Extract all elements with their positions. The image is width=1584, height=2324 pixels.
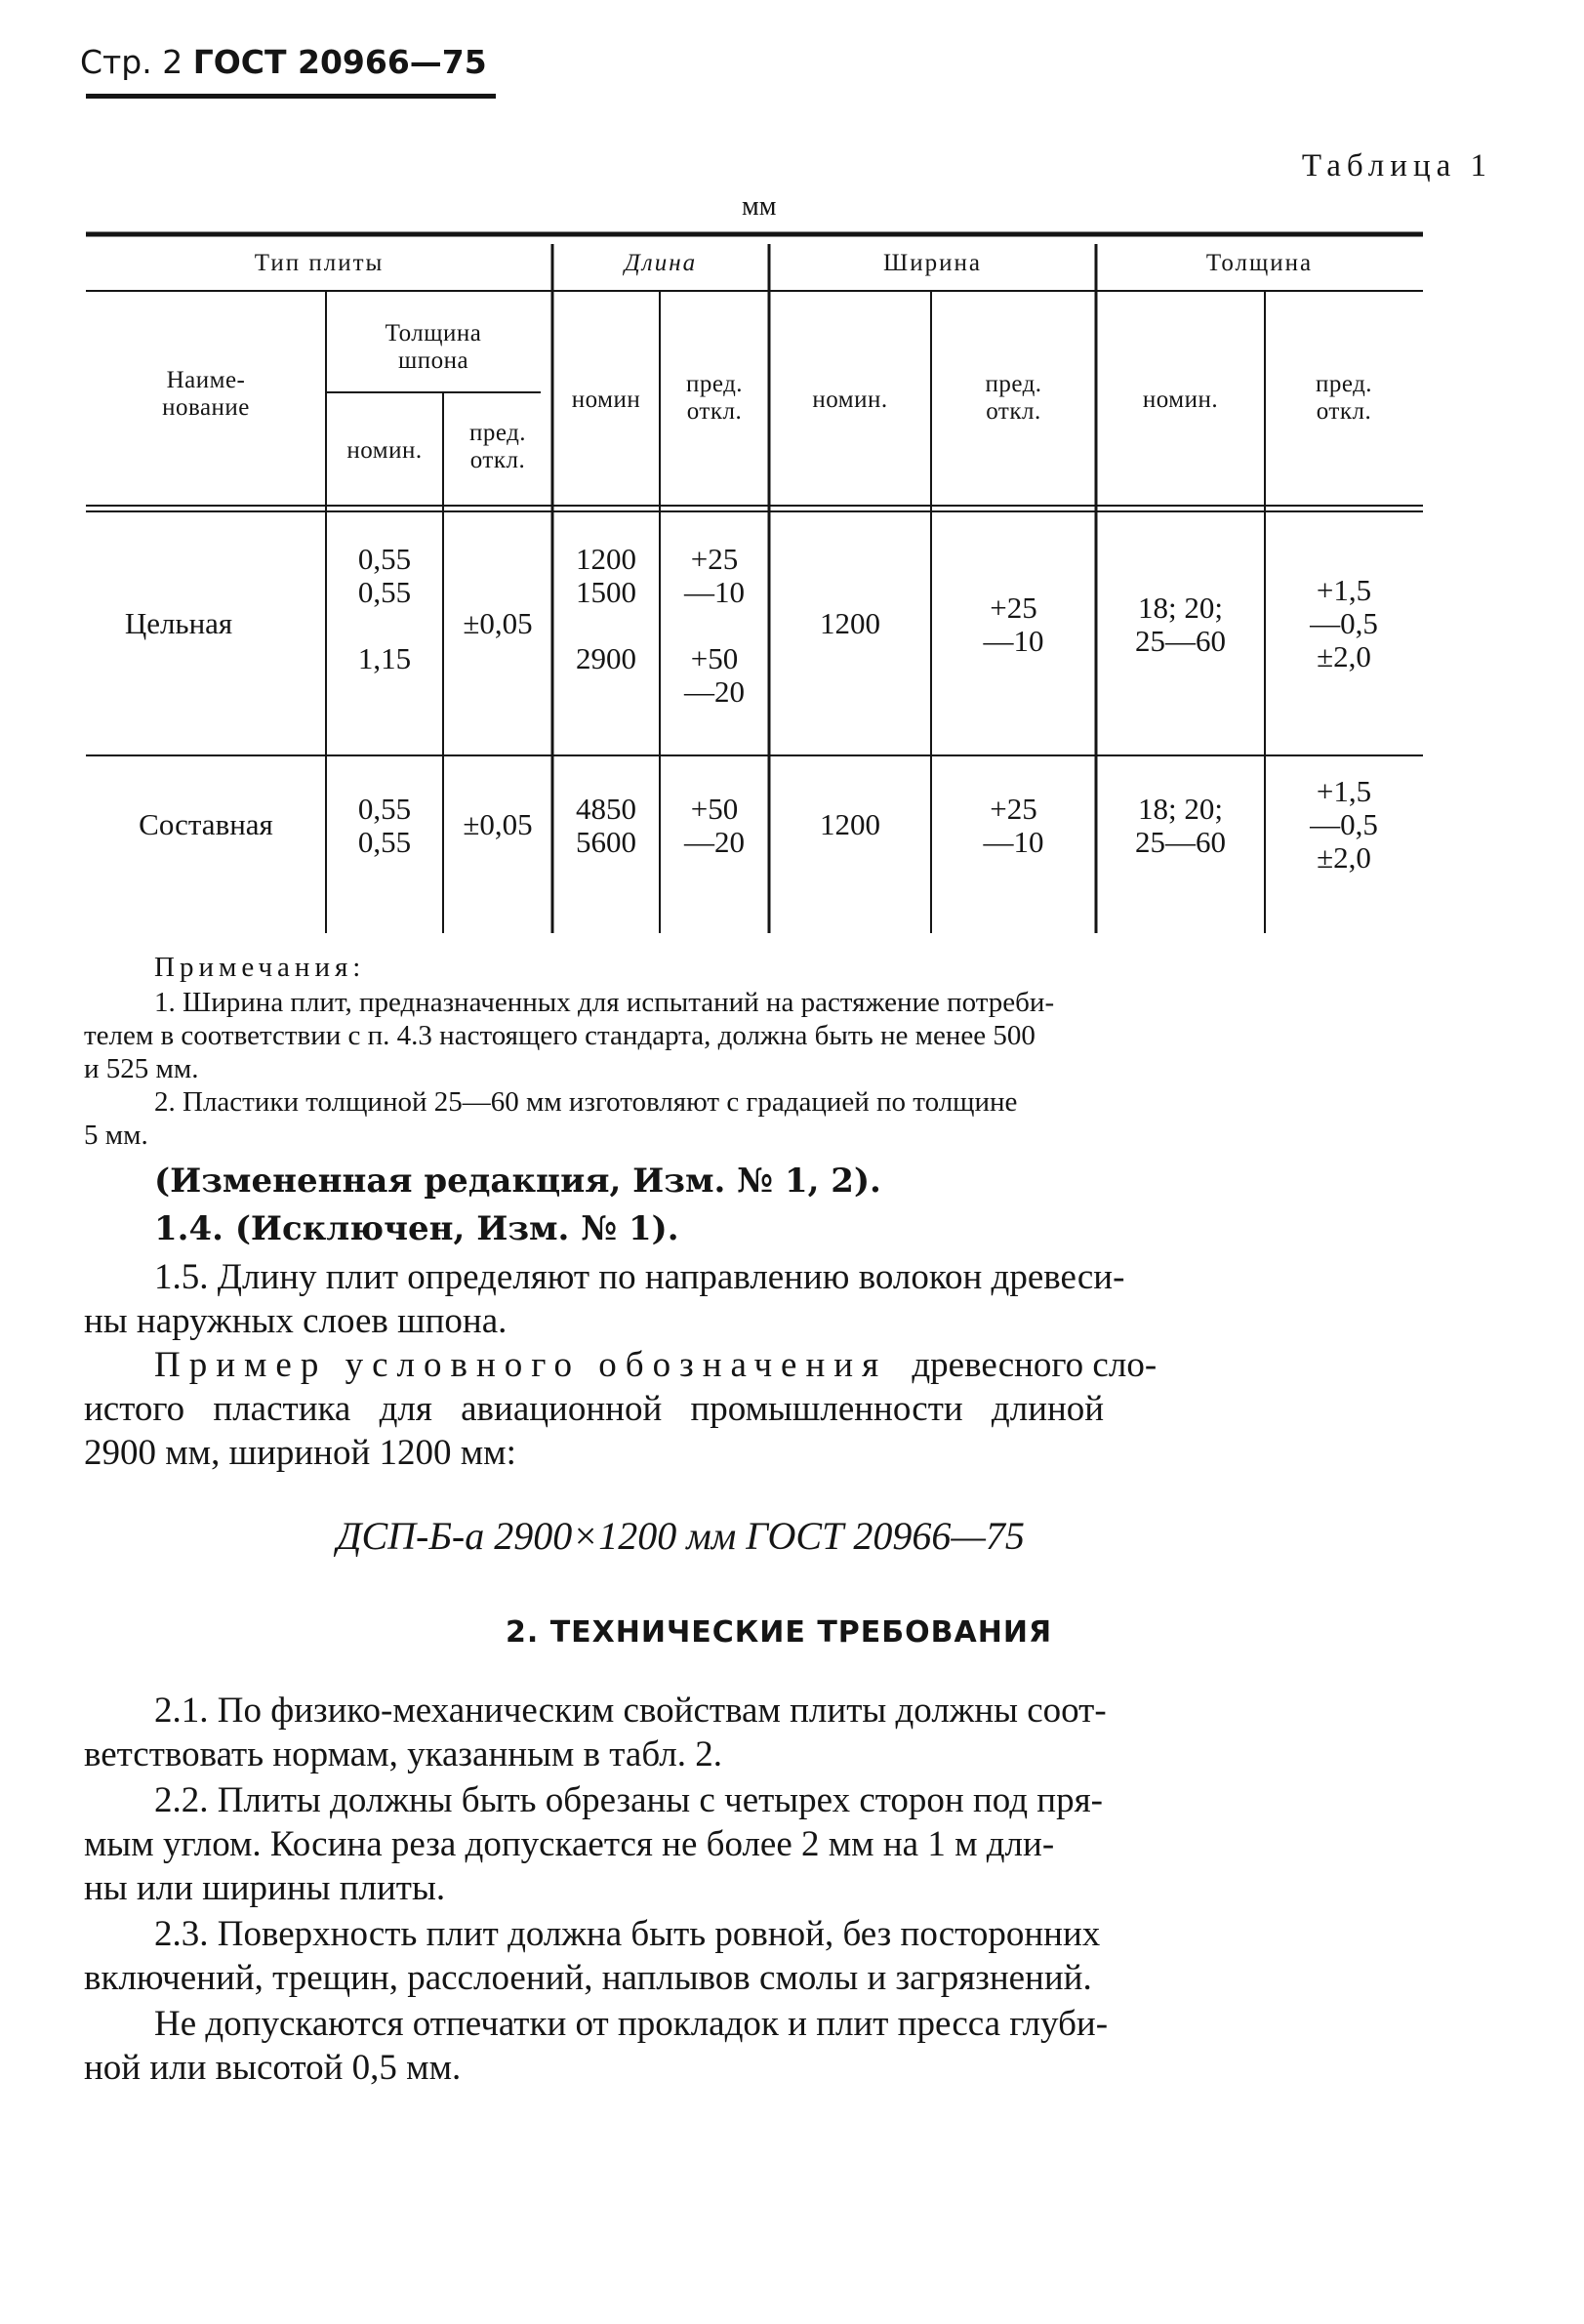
row2-veneer-nominal-1: 0,55 — [357, 792, 412, 826]
clause-2-3-line-1: 2.3. Поверхность плит должна быть ровной, без посторонних — [154, 1914, 1101, 1954]
header-thickness-nominal: номин. — [1142, 387, 1219, 413]
header-name-text: Наиме-нование — [162, 367, 250, 421]
row1-width-nominal: 1200 — [820, 606, 880, 640]
header-veneer-deviation — [443, 420, 552, 474]
header-veneer-thickness — [326, 320, 541, 375]
row1-thick-dev-1: +1,5 — [1316, 573, 1372, 607]
row2-length-dev-2: —20 — [684, 825, 745, 859]
clause-2-1-line-2: ветствовать нормам, указанным в табл. 2. — [84, 1734, 722, 1774]
row2-name: Составная — [139, 807, 273, 841]
clause-1-5-line-2: ны наружных слоев шпона. — [84, 1301, 508, 1341]
row2-thickness-deviation — [1265, 775, 1423, 875]
page-header — [80, 43, 487, 81]
note-line-4: 2. Пластики толщиной 25—60 мм изготовляют с градацией по толщине — [154, 1086, 1018, 1118]
clause-2-3-line-3: Не допускаются отпечатки от прокладок и плит пресса глуби- — [154, 2004, 1109, 2044]
row2-thick-nominal-1: 18; 20; — [1138, 792, 1223, 826]
clause-2-2-line-3: ны или ширины плиты. — [84, 1868, 446, 1908]
clause-2-3-line-4: ной или высотой 0,5 мм. — [84, 2048, 462, 2088]
row2-length-nominal — [552, 793, 660, 859]
header-length: Длина — [624, 250, 698, 276]
row2-length-dev-1: +50 — [690, 792, 739, 826]
row1-thick-nominal-2: 25—60 — [1135, 624, 1226, 658]
header-length-deviation — [660, 371, 769, 426]
row1-width-dev-1: +25 — [990, 591, 1037, 625]
header-width-deviation-text: пред. откл. — [985, 371, 1042, 425]
row2-thick-dev-1: +1,5 — [1316, 774, 1372, 808]
table-caption: Таблица 1 — [1301, 148, 1492, 183]
header-length-deviation-text: пред. откл. — [685, 371, 744, 425]
note-line-1: 1. Ширина плит, предназначенных для испытаний на растяжение потреби- — [154, 987, 1055, 1018]
row1-veneer-nominal — [326, 543, 443, 675]
row2-thick-dev-3: ±2,0 — [1317, 840, 1371, 875]
note-line-3: и 525 мм. — [84, 1053, 199, 1084]
notes-title: Примечания: — [154, 952, 366, 983]
row1-length-nominal-2: 1500 — [576, 575, 636, 609]
amended-edition: (Измененная редакция, Изм. № 1, 2). — [154, 1162, 881, 1201]
row2-thick-dev-2: —0,5 — [1310, 807, 1378, 841]
row1-thickness-nominal — [1096, 591, 1265, 658]
row1-width-deviation — [931, 591, 1096, 658]
row2-width-nominal: 1200 — [820, 807, 880, 841]
example-lead: Пример условного обозначения — [154, 1345, 888, 1385]
clause-2-3-line-2: включений, трещин, расслоений, наплывов смолы и загрязнений. — [84, 1958, 1092, 1998]
section-2-title: 2. ТЕХНИЧЕСКИЕ ТРЕБОВАНИЯ — [506, 1615, 1053, 1650]
clause-2-2-line-1: 2.2. Плиты должны быть обрезаны с четырех сторон под пря- — [154, 1780, 1103, 1820]
row1-veneer-deviation: ±0,05 — [463, 606, 533, 640]
row1-width-dev-2: —10 — [983, 624, 1044, 658]
example-line-1 — [154, 1343, 1157, 1387]
clause-1-5-line-1: 1.5. Длину плит определяют по направлению волокон древеси- — [154, 1257, 1125, 1297]
row1-veneer-nominal-2: 0,55 — [357, 575, 412, 609]
row1-name: Цельная — [124, 606, 233, 640]
clause-1-4 — [154, 1206, 679, 1251]
row2-thickness-nominal — [1096, 793, 1265, 859]
row2-length-nominal-2: 5600 — [576, 825, 636, 859]
header-thickness: Толщина — [1205, 250, 1314, 276]
row1-length-deviation — [660, 543, 769, 709]
note-line-5: 5 мм. — [84, 1120, 148, 1151]
row2-veneer-nominal-2: 0,55 — [357, 825, 412, 859]
header-rule — [86, 94, 496, 99]
clause-2-1-line-1: 2.1. По физико-механическим свойствам плиты должны соот- — [154, 1691, 1107, 1731]
row2-length-deviation — [660, 793, 769, 859]
designation-example: ДСП-Б-а 2900×1200 мм ГОСТ 20966—75 — [337, 1514, 1025, 1558]
row1-length-dev-1: +25 — [690, 542, 739, 576]
row2-veneer-deviation: ±0,05 — [463, 807, 533, 841]
header-width-nominal: номин. — [812, 387, 888, 413]
row1-length-dev-3: +50 — [690, 641, 739, 675]
row1-veneer-nominal-3: 1,15 — [357, 641, 412, 675]
header-veneer-deviation-text: пред. откл. — [468, 420, 527, 473]
header-width: Ширина — [883, 250, 982, 276]
row1-thick-nominal-1: 18; 20; — [1138, 591, 1223, 625]
header-length-nominal: номин — [571, 387, 641, 413]
example-line-2: истого пластика для авиационной промышленности длиной — [84, 1389, 1105, 1429]
header-veneer-nominal: номин. — [346, 437, 423, 464]
table-1 — [86, 230, 1423, 933]
row1-thickness-deviation — [1265, 574, 1423, 673]
page-number: Стр. 2 — [80, 43, 183, 81]
row2-thick-nominal-2: 25—60 — [1135, 825, 1226, 859]
example-rest: древесного сло- — [912, 1345, 1158, 1385]
row1-veneer-nominal-1: 0,55 — [357, 542, 412, 576]
header-width-deviation — [931, 371, 1096, 426]
header-veneer-thickness-text: Толщина шпона — [385, 320, 482, 374]
standard-number: ГОСТ 20966—75 — [192, 43, 487, 81]
clause-1-4-text: 1.4. (Исключен, Изм. № 1). — [154, 1209, 679, 1248]
row2-width-dev-2: —10 — [983, 825, 1044, 859]
clause-2-2-line-2: мым углом. Косина реза допускается не более 2 мм на 1 м дли- — [84, 1824, 1055, 1864]
header-name — [96, 367, 316, 422]
header-plate-type: Тип плиты — [254, 250, 385, 276]
row1-thick-dev-2: —0,5 — [1310, 606, 1378, 640]
row2-length-nominal-1: 4850 — [576, 792, 636, 826]
row1-length-nominal-3: 2900 — [576, 641, 636, 675]
row1-length-nominal — [552, 543, 660, 675]
row2-width-dev-1: +25 — [990, 792, 1037, 826]
header-thickness-deviation-text: пред. откл. — [1315, 371, 1373, 425]
table-unit: мм — [742, 191, 777, 222]
row2-veneer-nominal — [326, 793, 443, 859]
row1-length-dev-2: —10 — [684, 575, 745, 609]
example-line-3: 2900 мм, шириной 1200 мм: — [84, 1433, 516, 1473]
header-thickness-deviation — [1265, 371, 1423, 426]
row1-length-nominal-1: 1200 — [576, 542, 636, 576]
note-line-2: телем в соответствии с п. 4.3 настоящего стандарта, должна быть не менее 500 — [84, 1020, 1036, 1051]
row2-width-deviation — [931, 793, 1096, 859]
row1-thick-dev-3: ±2,0 — [1317, 639, 1371, 673]
row1-length-dev-4: —20 — [684, 674, 745, 709]
